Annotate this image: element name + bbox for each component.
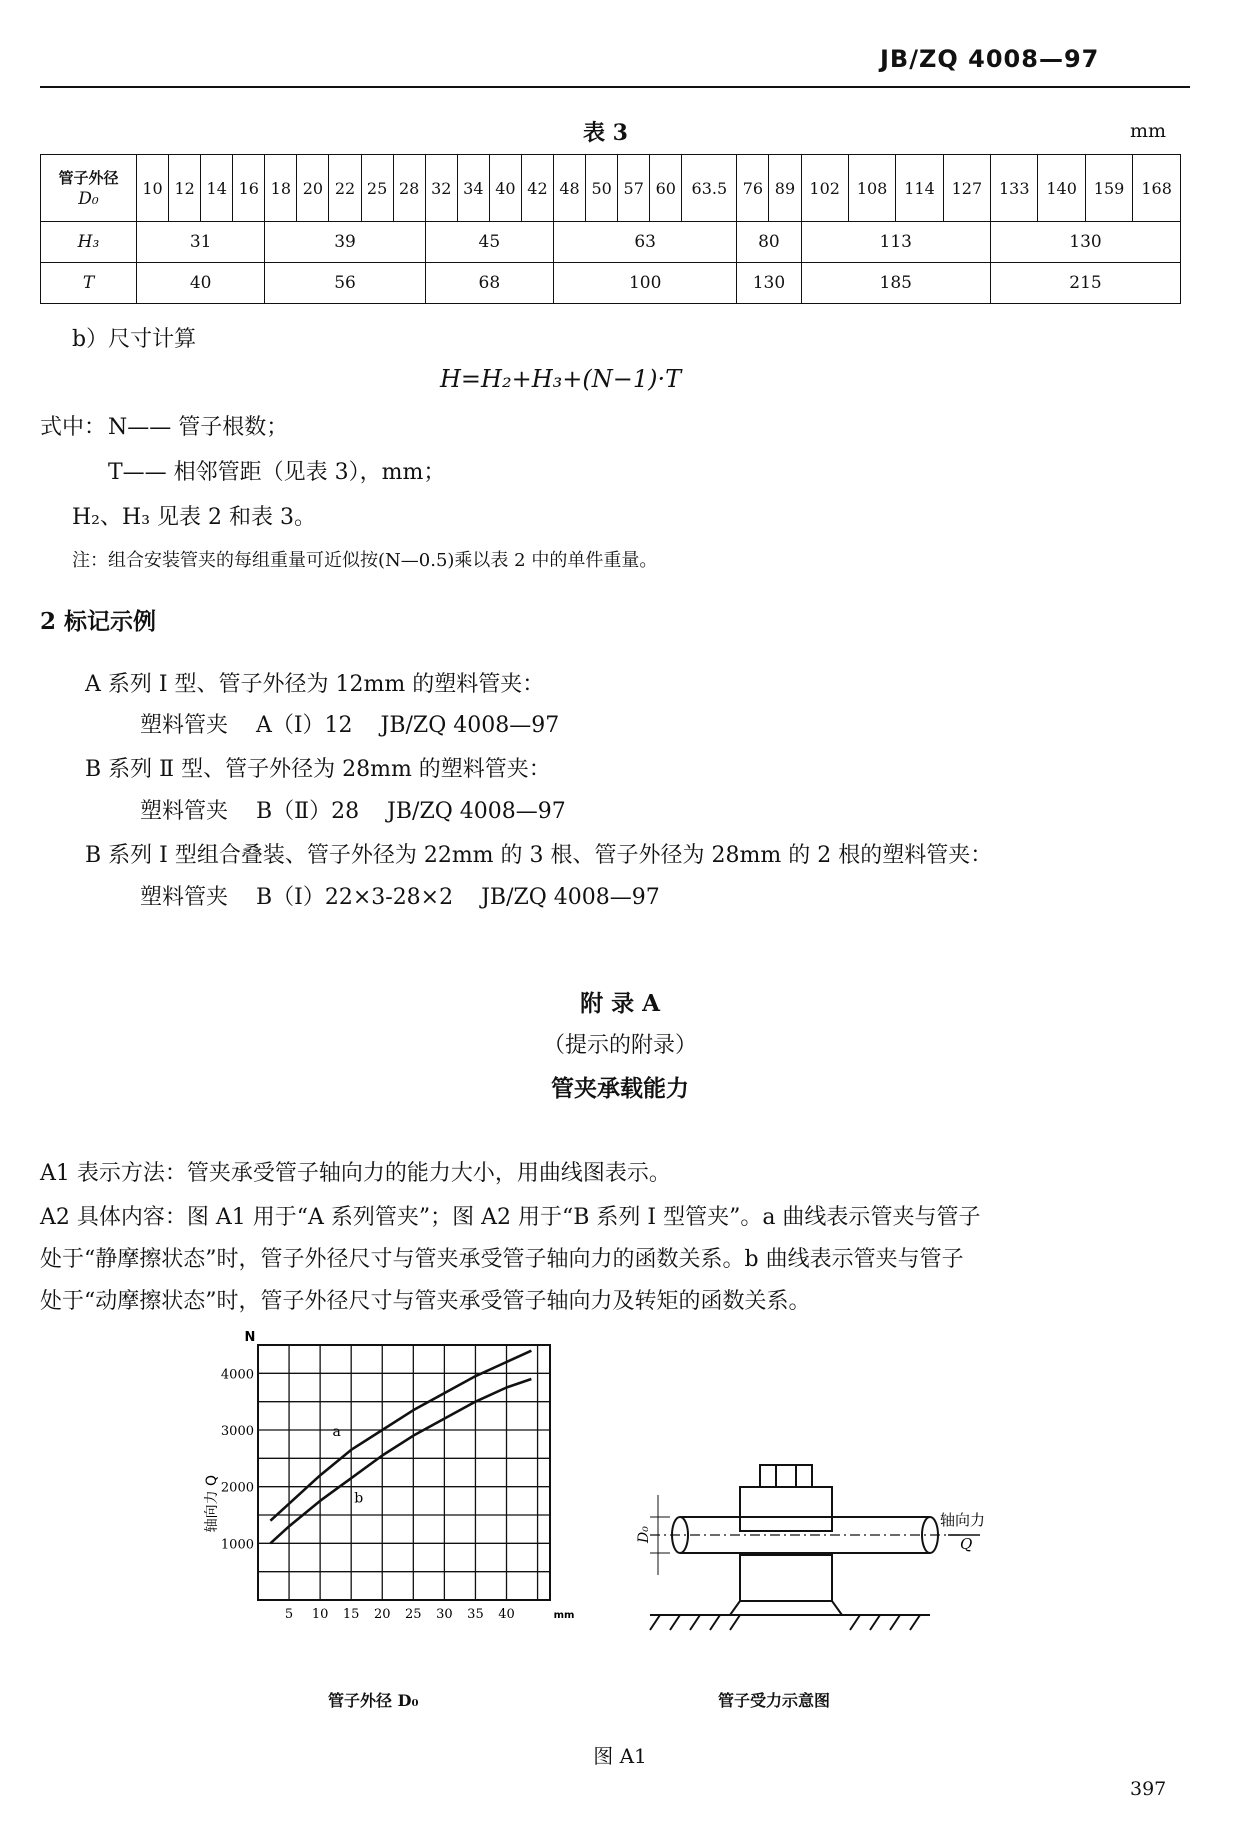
table3-d0-cell: 133 xyxy=(991,155,1038,222)
table3-d0-cell: 102 xyxy=(801,155,848,222)
force-label: 轴向力 xyxy=(940,1511,986,1529)
row-label-t: T xyxy=(41,263,137,304)
table3-d0-cell: 10 xyxy=(137,155,169,222)
x-tick-label: 20 xyxy=(373,1607,391,1622)
def-t: T—— 相邻管距（见表 3），mm； xyxy=(108,460,446,485)
table3-d0-cell: 114 xyxy=(896,155,943,222)
table3-d0-cell: 76 xyxy=(737,155,769,222)
table3-head-label xyxy=(41,155,137,222)
x-tick-label: 15 xyxy=(342,1607,360,1622)
table3-d0-cell: 16 xyxy=(233,155,265,222)
table3-d0-cell: 20 xyxy=(297,155,329,222)
table3-value-cell: 100 xyxy=(554,263,737,304)
a2-line3: 处于“动摩擦状态”时，管子外径尺寸与管夹承受管子轴向力及转矩的函数关系。 xyxy=(40,1289,811,1314)
table3-value-cell: 39 xyxy=(265,222,425,263)
series-label-a: a xyxy=(332,1424,341,1440)
table3-d0-cell: 25 xyxy=(361,155,393,222)
a2-line1: A2 具体内容：图 A1 用于“A 系列管夹”；图 A2 用于“B 系列 Ⅰ 型管夹”。a 曲线表示管夹与管子 xyxy=(40,1205,981,1230)
marking-item: 塑料管夹 B（Ⅰ）22×3-28×2 JB/ZQ 4008—97 xyxy=(140,885,660,910)
table3-value-cell: 63 xyxy=(554,222,737,263)
a2-line2: 处于“静摩擦状态”时，管子外径尺寸与管夹承受管子轴向力的函数关系。b 曲线表示管夹与管子 xyxy=(40,1247,964,1272)
table3-value-cell: 185 xyxy=(801,263,991,304)
table3-value-cell: 130 xyxy=(737,263,801,304)
table3-row-t xyxy=(41,263,1181,304)
marking-item: 塑料管夹 A（Ⅰ）12 JB/ZQ 4008—97 xyxy=(140,713,560,738)
y-tick-label: 4000 xyxy=(220,1367,254,1383)
appendix-name: 管夹承载能力 xyxy=(551,1075,689,1102)
table3-value-cell: 113 xyxy=(801,222,991,263)
table3-value-cell: 31 xyxy=(137,222,265,263)
table3-value-cell: 56 xyxy=(265,263,425,304)
table3-d0-cell: 50 xyxy=(586,155,618,222)
marking-heading: 2 标记示例 xyxy=(40,608,157,635)
table3-d0-cell: 57 xyxy=(618,155,650,222)
doc-number: JB/ZQ 4008—97 xyxy=(880,45,1100,73)
figure-caption: 图 A1 xyxy=(593,1744,647,1768)
chart-xlabel: 管子外径 D₀ xyxy=(328,1691,419,1710)
series-label-b: b xyxy=(354,1490,364,1507)
table3-d0-cell: 12 xyxy=(169,155,201,222)
appendix-subtitle: （提示的附录） xyxy=(542,1033,697,1058)
table3-d0-cell: 18 xyxy=(265,155,297,222)
a1-text: A1 表示方法：管夹承受管子轴向力的能力大小，用曲线图表示。 xyxy=(40,1161,671,1186)
table3-value-cell: 40 xyxy=(137,263,265,304)
table-3 xyxy=(40,154,1181,304)
table3-d0-cell: 168 xyxy=(1133,155,1181,222)
diagram-caption: 管子受力示意图 xyxy=(718,1691,831,1710)
bolt-head xyxy=(760,1465,812,1487)
row-label-h3: H₃ xyxy=(41,222,137,263)
table3-d0-cell: 42 xyxy=(521,155,553,222)
header-rule xyxy=(40,86,1190,88)
table3-d0-cell: 40 xyxy=(489,155,521,222)
table3-d0-cell: 28 xyxy=(393,155,425,222)
x-tick-label: 40 xyxy=(498,1607,515,1622)
def-h: H₂、H₃ 见表 2 和表 3。 xyxy=(72,505,316,530)
table3-value-cell: 80 xyxy=(737,222,801,263)
axial-force-chart xyxy=(200,1325,580,1635)
table3-d0-cell: 89 xyxy=(769,155,801,222)
where-prefix: 式中： xyxy=(40,415,107,440)
marking-item: A 系列 Ⅰ 型、管子外径为 12mm 的塑料管夹： xyxy=(85,672,545,697)
y-tick-label: 1000 xyxy=(220,1537,254,1553)
table3-d0-cell: 159 xyxy=(1085,155,1132,222)
d0-label: D₀ xyxy=(636,1526,652,1543)
marking-item: B 系列 Ⅰ 型组合叠装、管子外径为 22mm 的 3 根、管子外径为 28mm 的 2 根的塑料管夹： xyxy=(85,843,993,868)
table3-header-row xyxy=(41,155,1181,222)
lower-clamp xyxy=(740,1555,832,1601)
force-symbol: Q xyxy=(960,1535,973,1553)
series-line-b xyxy=(270,1379,531,1543)
appendix-title: 附 录 A xyxy=(580,990,660,1017)
calc-note: 注：组合安装管夹的每组重量可近似按(N—0.5)乘以表 2 中的单件重量。 xyxy=(72,550,658,571)
calc-formula: H=H₂+H₃+(N−1)·T xyxy=(440,365,682,393)
y-tick-label: 3000 xyxy=(220,1424,254,1439)
x-tick-label: 10 xyxy=(311,1607,329,1622)
x-tick-label: 30 xyxy=(436,1607,453,1622)
x-tick-label: 5 xyxy=(284,1607,294,1622)
table3-d0-cell: 32 xyxy=(425,155,457,222)
table3-d0-cell: 22 xyxy=(329,155,361,222)
table3-d0-cell: 34 xyxy=(457,155,489,222)
table3-unit: mm xyxy=(1130,120,1167,142)
clamp-base xyxy=(730,1601,842,1615)
y-unit-label: N xyxy=(244,1330,256,1345)
def-n: N—— 管子根数； xyxy=(108,415,289,440)
series-line-a xyxy=(270,1351,531,1521)
table3-d0-cell: 14 xyxy=(201,155,233,222)
y-axis-label: 轴向力 Q xyxy=(204,1474,220,1533)
table3-value-cell: 68 xyxy=(425,263,553,304)
table3-d0-cell: 140 xyxy=(1038,155,1085,222)
table3-value-cell: 215 xyxy=(991,263,1181,304)
calc-heading: b）尺寸计算 xyxy=(72,327,197,352)
table3-d0-cell: 108 xyxy=(848,155,895,222)
y-tick-label: 2000 xyxy=(220,1480,254,1496)
table3-value-cell: 45 xyxy=(425,222,553,263)
marking-item: 塑料管夹 B（Ⅱ）28 JB/ZQ 4008—97 xyxy=(140,799,566,824)
table3-title: 表 3 xyxy=(583,120,628,146)
x-unit-label: mm xyxy=(553,1610,575,1621)
x-tick-label: 35 xyxy=(467,1607,484,1622)
table3-d0-cell: 48 xyxy=(554,155,586,222)
table3-d0-cell: 127 xyxy=(943,155,990,222)
table3-d0-cell: 63.5 xyxy=(682,155,737,222)
table3-row-h3 xyxy=(41,222,1181,263)
page-number: 397 xyxy=(1130,1778,1167,1800)
x-tick-label: 25 xyxy=(405,1607,422,1622)
table3-value-cell: 130 xyxy=(991,222,1181,263)
head-label-line2: D₀ xyxy=(78,189,99,209)
pipe-force-diagram xyxy=(630,1455,1010,1655)
head-label-line1: 管子外径 xyxy=(58,169,119,187)
upper-clamp xyxy=(740,1487,832,1531)
table3-d0-cell: 60 xyxy=(650,155,682,222)
marking-item: B 系列 Ⅱ 型、管子外径为 28mm 的塑料管夹： xyxy=(85,757,551,782)
